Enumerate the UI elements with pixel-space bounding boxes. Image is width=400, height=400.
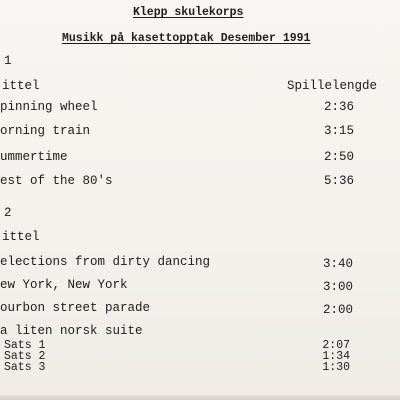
page-fold-edge	[0, 395, 400, 400]
side-2-track-length: 3:40	[322, 257, 353, 271]
side-1-track-length: 3:15	[323, 124, 354, 138]
side-2-track-length: 2:00	[322, 303, 353, 317]
side-1-number: 1	[4, 54, 12, 68]
side-1-title-header: ittel	[2, 79, 40, 93]
side-2-title-header: ittel	[2, 230, 40, 244]
side-2-track-title: ew York, New York	[0, 278, 128, 292]
side-2-track-title: ourbon street parade	[0, 301, 151, 315]
side-2-number: 2	[4, 206, 12, 220]
side-1-track-length: 2:36	[323, 100, 354, 114]
side-1-track-length: 2:50	[323, 150, 354, 164]
side-2-track-title: a liten norsk suite	[0, 324, 143, 338]
side-1-track-length: 5:36	[323, 174, 354, 188]
side-1-track-title: est of the 80's	[0, 174, 113, 188]
suite-part-title: Sats 3	[4, 361, 46, 374]
side-1-track-title: pinning wheel	[0, 100, 98, 114]
side-2-track-length: 3:00	[322, 280, 353, 294]
side-2-track-title: elections from dirty dancing	[0, 255, 211, 269]
suite-part-title: Sats 1	[4, 339, 46, 352]
side-1-track-title: ummertime	[0, 150, 68, 164]
side-1-track-title: orning train	[0, 124, 91, 138]
length-column-header: Spillelengde	[287, 79, 378, 93]
suite-part-length: 1:30	[322, 361, 350, 374]
suite-part-length: 1:34	[322, 350, 350, 363]
document-subtitle: Musikk på kasettopptak Desember 1991	[62, 32, 311, 45]
suite-part-title: Sats 2	[4, 350, 46, 363]
document-title: Klepp skulekorps	[133, 6, 244, 19]
suite-part-length: 2:07	[322, 339, 350, 352]
